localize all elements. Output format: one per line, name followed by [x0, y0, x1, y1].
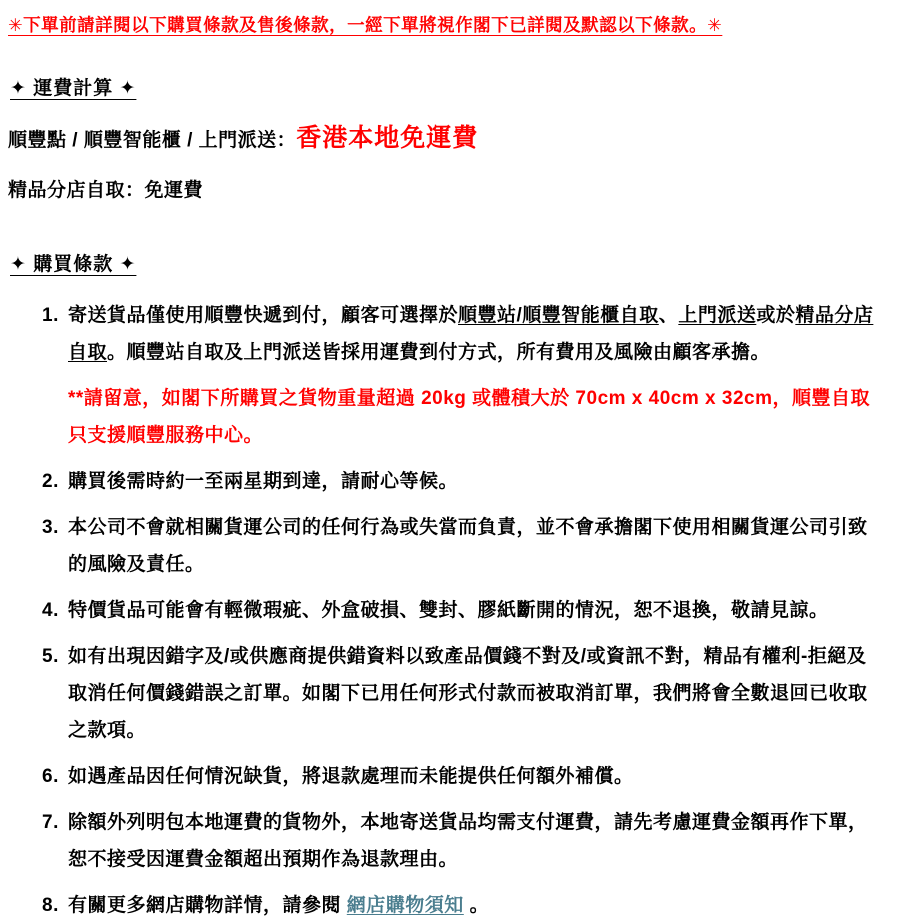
item-text-segment: 購買後需時約一至兩星期到達，請耐心等候。 — [68, 471, 459, 492]
item-number: 3. — [42, 517, 59, 538]
terms-list — [0, 297, 902, 923]
terms-item — [0, 887, 902, 923]
item-text — [68, 297, 880, 454]
terms-item — [0, 297, 902, 454]
item-number: 7. — [42, 812, 59, 833]
item-number: 2. — [42, 471, 59, 492]
shipping-methods-label: 順豐點 / 順豐智能櫃 / 上門派送： — [8, 130, 297, 151]
shipping-section-header: ✦ 運費計算 ✦ — [10, 78, 137, 99]
shipping-methods-line — [8, 121, 902, 158]
item-text-segment: 除額外列明包本地運費的貨物外，本地寄送貨品均需支付運費，請先考慮運費金額再作下單，恕不接受因運費金額超出預期作為退款理由。 — [68, 812, 868, 870]
purchase-terms-section-header: ✦ 購買條款 ✦ — [10, 254, 137, 275]
item-text-segment: 如有出現因錯字及/或供應商提供錯資料以致產品價錢不對及/或資訊不對，精品有權利-拒絕及取消任何價錢錯誤之訂單。如閣下已用任何形式付款而被取消訂單，我們將會全數退回已收取之款項。 — [68, 646, 868, 741]
underlined-pickup-option: 上門派送 — [678, 305, 757, 326]
online-shop-notice-link[interactable]: 網店購物須知 — [346, 895, 464, 916]
underlined-pickup-option: 順豐站/順豐智能櫃自取 — [458, 305, 659, 326]
item-text-segment: 或於 — [756, 305, 796, 326]
item-text-segment: 特價貨品可能會有輕微瑕疵、外盒破損、雙封、膠紙斷開的情況，恕不退換，敬請見諒。 — [68, 600, 829, 621]
item-text — [68, 804, 880, 878]
item-text-segment: 、 — [658, 305, 679, 326]
item-text-segment: 有關更多網店購物詳情，請參閱 — [68, 895, 347, 916]
item-text — [68, 463, 880, 500]
item-text — [68, 758, 880, 795]
terms-item — [0, 509, 902, 583]
store-pickup-line: 精品分店自取：免運費 — [8, 180, 204, 201]
item-number: 4. — [42, 600, 59, 621]
item-text-segment: 如遇產品因任何情況缺貨，將退款處理而未能提供任何額外補償。 — [68, 766, 634, 787]
underlined-pickup-option: 精品分店自取 — [68, 305, 874, 363]
item-text — [68, 509, 880, 583]
weight-size-warning: **請留意，如閣下所購買之貨物重量超過 20kg 或體積大於 70cm x 40cm x 32cm，順豐自取只支援順豐服務中心。 — [68, 388, 870, 446]
pre-order-notice: ✳下單前請詳閱以下購買條款及售後條款，一經下單將視作閣下已詳閱及默認以下條款。✳ — [8, 15, 723, 35]
item-number: 5. — [42, 646, 59, 667]
item-text-segment: 本公司不會就相關貨運公司的任何行為或失當而負責，並不會承擔閣下使用相關貨運公司引致的風險及責任。 — [68, 517, 868, 575]
terms-item — [0, 638, 902, 749]
item-text — [68, 638, 880, 749]
terms-item — [0, 758, 902, 795]
item-number: 8. — [42, 895, 59, 916]
terms-item — [0, 804, 902, 878]
item-number: 6. — [42, 766, 59, 787]
item-text-segment: 寄送貨品僅使用順豐快遞到付，顧客可選擇於 — [68, 305, 459, 326]
item-text — [68, 592, 880, 629]
item-text-segment: 。順豐站自取及上門派送皆採用運費到付方式，所有費用及風險由顧客承擔。 — [107, 342, 771, 363]
item-text — [68, 887, 880, 923]
item-text-segment: 。 — [463, 895, 490, 916]
terms-item — [0, 463, 902, 500]
free-shipping-value: 香港本地免運費 — [296, 124, 479, 152]
item-number: 1. — [42, 305, 59, 326]
terms-item — [0, 592, 902, 629]
